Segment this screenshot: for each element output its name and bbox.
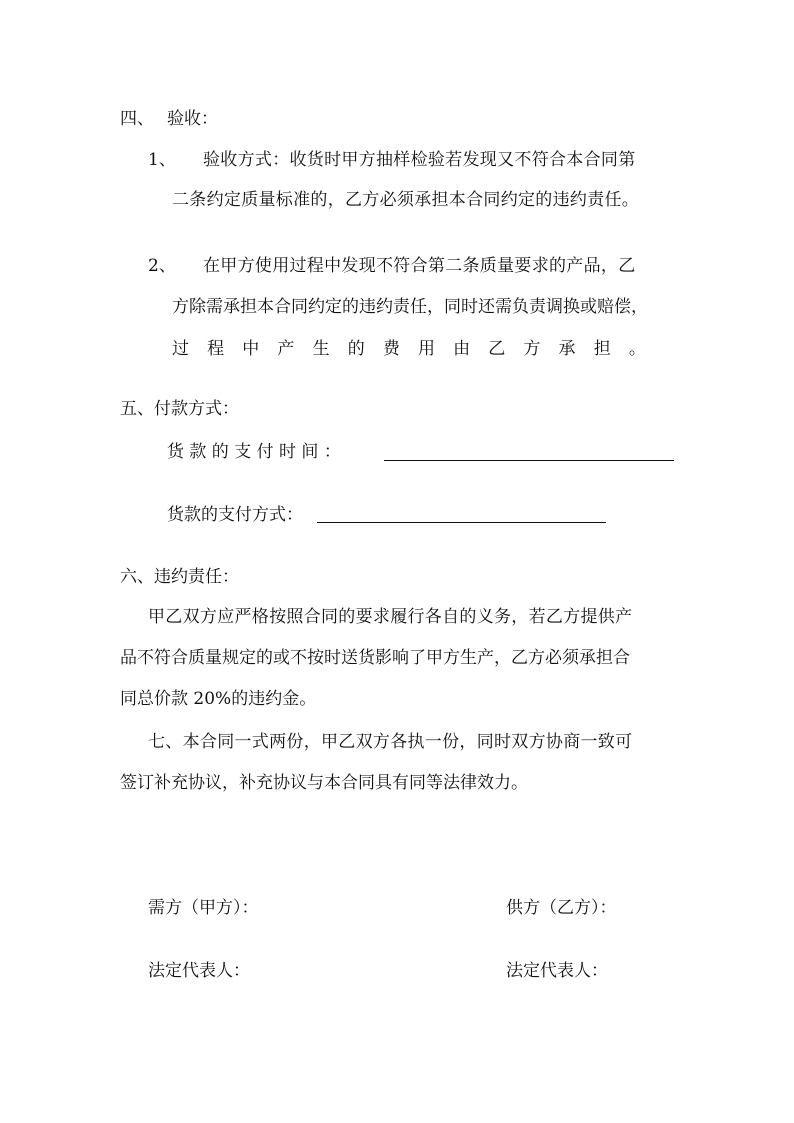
item1-number: 1、 [148,150,176,170]
char: 的 [347,339,365,359]
supplier-label: 供方（乙方）： [506,898,617,918]
char: 承 [558,339,576,359]
section7-line1: 七、本合同一式两份，甲乙双方各执一份，同时双方协商一致可 [148,732,633,752]
char: 由 [453,339,471,359]
char: 过 [172,339,189,359]
payment-time-blank[interactable] [384,460,674,461]
item2-line1: 在甲方使用过程中发现不符合第二条质量要求的产品，乙 [203,256,636,276]
buyer-label: 需方（甲方）： [148,898,259,918]
section6-line3: 同总价款 20%的违约金。 [120,689,317,709]
char: 用 [417,339,435,359]
char: 产 [277,339,295,359]
section6-heading: 六、违约责任： [120,567,239,587]
supplier-rep-label: 法定代表人： [506,961,608,981]
char: 中 [242,339,260,359]
section6-line2: 品不符合质量规定的或不按时送货影响了甲方生产，乙方必须承担合 [120,648,630,668]
char: 方 [523,339,541,359]
item1-line1: 验收方式：收货时甲方抽样检验若发现又不符合本合同第 [203,150,636,170]
item1-line2: 二条约定质量标准的，乙方必须承担本合同约定的违约责任。 [172,190,640,210]
item2-line3 [172,337,646,361]
char: 费 [382,339,400,359]
section6-line1: 甲乙双方应严格按照合同的要求履行各自的义务，若乙方提供产 [148,607,633,627]
buyer-rep-label: 法定代表人： [148,961,250,981]
section7-line2: 签订补充协议，补充协议与本合同具有同等法律效力。 [120,773,528,793]
item2-line2: 方除需承担本合同约定的违约责任，同时还需负责调换或赔偿， [172,297,648,317]
section4-heading-number: 四、 [120,109,154,129]
char: 生 [312,339,330,359]
section4-heading: 验收： [167,109,218,129]
payment-method-blank[interactable] [317,522,606,523]
item2-number: 2、 [148,256,176,276]
section5-heading: 五、付款方式： [120,399,239,419]
payment-method-label: 货款的支付方式： [167,505,303,525]
char: 。 [628,339,646,359]
char: 乙 [488,339,506,359]
payment-time-label: 货 款 的 支 付 时 间 ： [167,442,341,462]
char: 担 [593,339,611,359]
char: 程 [207,339,225,359]
